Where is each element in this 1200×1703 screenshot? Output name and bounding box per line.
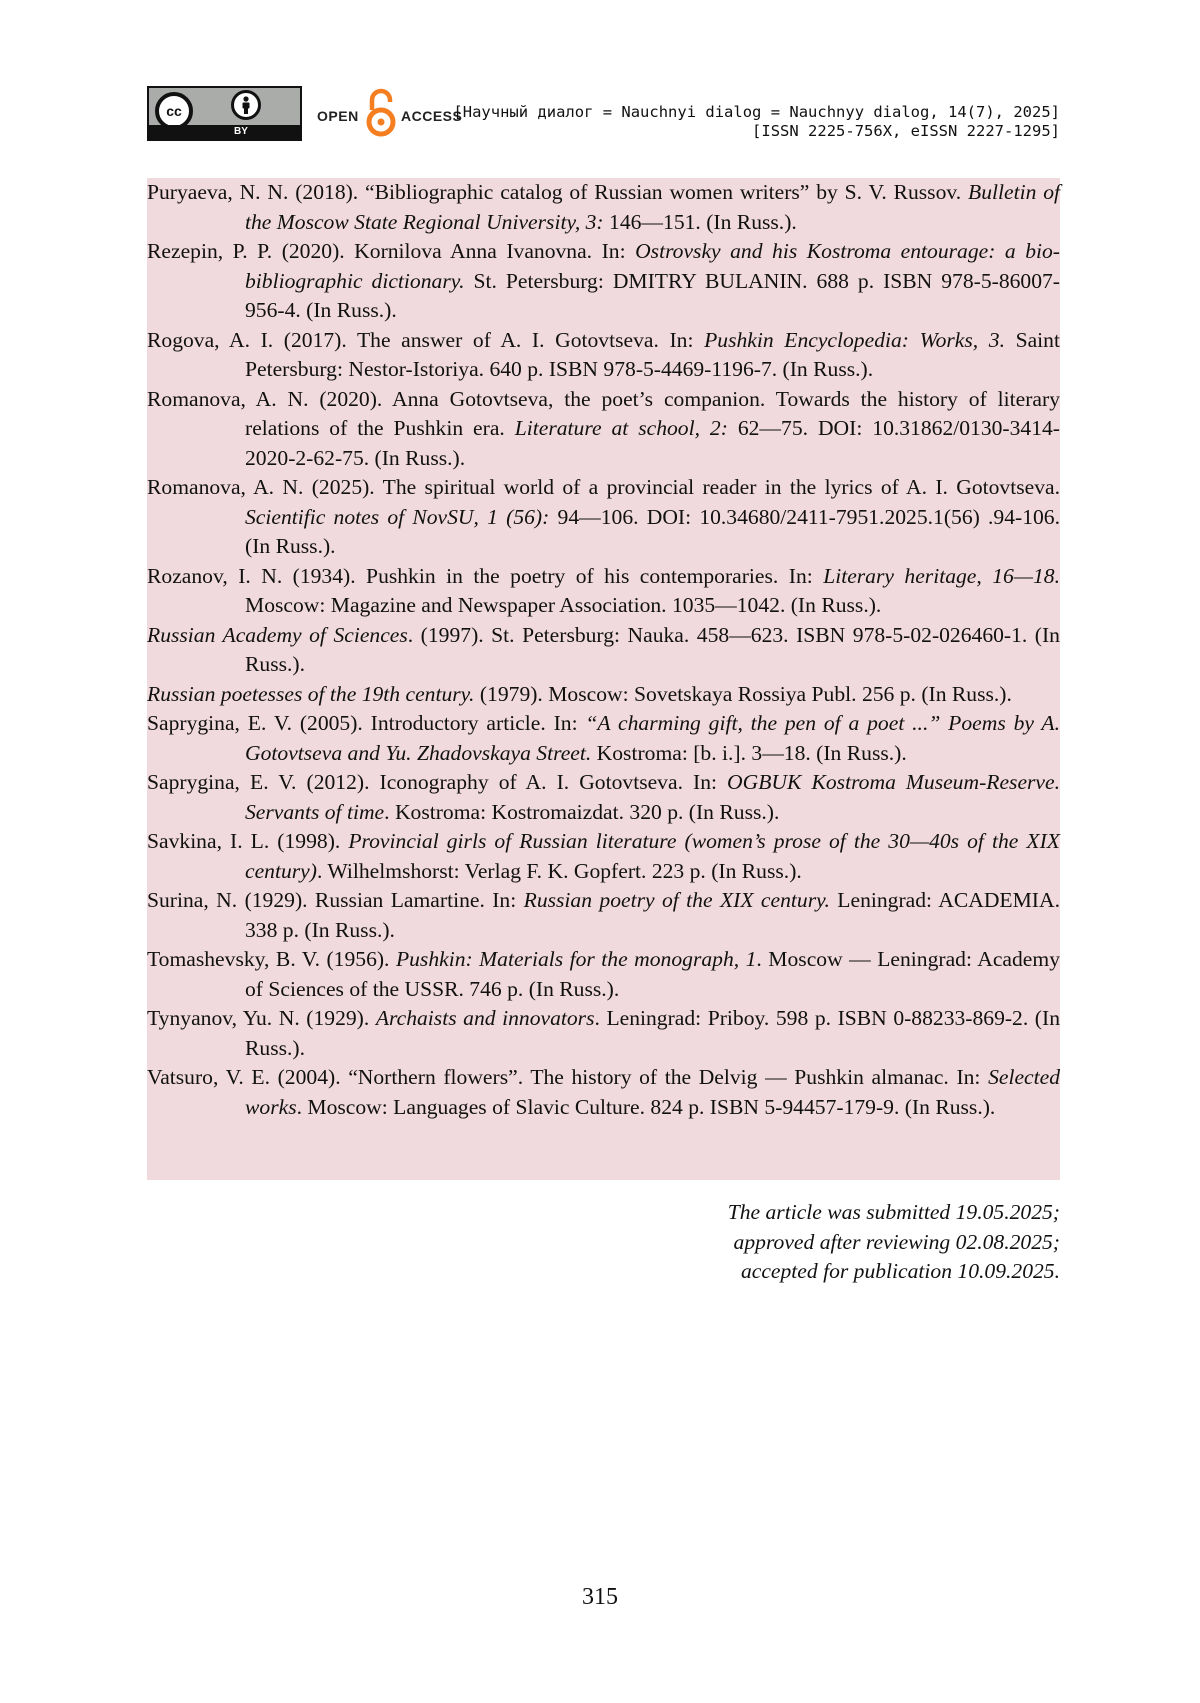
reference-text: Romanova, A. N. (2020). Anna Gotovtseva, the poet’s companion. Towards the history of literary relations of the Pushkin era.: [147, 386, 1060, 440]
reference-entry: [147, 827, 1060, 886]
page-header: [147, 86, 1060, 142]
reference-title: Pushkin Encyclopedia: Works, 3.: [704, 327, 1005, 352]
reference-title: Russian poetesses of the 19th century.: [147, 681, 475, 706]
reference-entry: [147, 1063, 1060, 1122]
reference-title: Archaists and innovators: [375, 1006, 595, 1030]
reference-details: 146—151. (In Russ.).: [603, 209, 797, 234]
reference-text: Rogova, A. I. (2017). The answer of A. I. Gotovtseva. In:: [147, 327, 705, 352]
reference-title: Pushkin: Materials for the monograph, 1: [395, 947, 757, 971]
cc-by-label: BY: [234, 126, 248, 137]
reference-text: Saprygina, E. V. (2005). Introductory article. In:: [147, 711, 586, 735]
reference-title: Ostrovsky and his Kostroma entourage: a bio-bibliographic dictionary.: [245, 239, 1060, 293]
reference-title: Provincial girls of Russian literature (women’s prose of the 30—40s of the XIX century): [245, 829, 1060, 883]
open-access-logo[interactable]: [317, 88, 462, 140]
reference-entry: [147, 562, 1060, 621]
reference-entry: [147, 385, 1060, 474]
reference-details: Leningrad: ACADEMIA. 338 p. (In Russ.).: [245, 888, 1060, 942]
approved-date: approved after reviewing 02.08.2025;: [733, 1229, 1060, 1254]
reference-entry: [147, 237, 1060, 326]
reference-text: Rozanov, I. N. (1934). Pushkin in the poetry of his contemporaries. In:: [147, 563, 824, 588]
reference-text: Puryaeva, N. N. (2018). “Bibliographic catalog of Russian women writers” by S. V. Russov.: [147, 180, 968, 204]
journal-issn: [ISSN 2225-756X, eISSN 2227-1295]: [752, 122, 1060, 140]
reference-details: Saint Petersburg: Nestor-Istoriya. 640 p. ISBN 978-5-4469-1196-7. (In Russ.).: [245, 327, 1060, 381]
cc-icon: cc: [155, 92, 193, 130]
reference-entry: [147, 680, 1060, 710]
journal-citation: [Научный диалог = Nauchnyi dialog = Nauchnyy dialog, 14(7), 2025]: [453, 103, 1060, 121]
reference-title: Russian Academy of Sciences: [147, 622, 408, 647]
reference-entry: [147, 945, 1060, 1004]
reference-details: . Kostroma: Kostromaizdat. 320 p. (In Russ.).: [384, 799, 780, 824]
reference-details: . Moscow — Leningrad: Academy of Sciences of the USSR. 746 p. (In Russ.).: [245, 947, 1060, 1001]
reference-entry: [147, 886, 1060, 945]
reference-title: Selected works: [245, 1065, 1060, 1119]
reference-text: Rezepin, P. P. (2020). Kornilova Anna Ivanovna. In:: [147, 239, 636, 263]
open-access-open-text: OPEN: [317, 108, 359, 124]
reference-details: 62—75. DOI: 10.31862/0130-3414-2020-2-62-75. (In Russ.).: [245, 416, 1060, 470]
reference-entry: [147, 709, 1060, 768]
cc-by-license-badge[interactable]: [147, 86, 302, 141]
reference-entry: [147, 768, 1060, 827]
reference-entry: [147, 621, 1060, 680]
open-access-access-text: ACCESS: [401, 108, 463, 124]
article-dates: [728, 1198, 1060, 1287]
reference-entry: [147, 1004, 1060, 1063]
reference-text: Savkina, I. L. (1998).: [147, 829, 349, 853]
reference-title: Literature at school, 2:: [514, 416, 728, 440]
reference-details: (1979). Moscow: Sovetskaya Rossiya Publ. 256 p. (In Russ.).: [474, 681, 1012, 706]
accepted-date: accepted for publication 10.09.2025.: [740, 1259, 1060, 1283]
reference-title: OGBUK Kostroma Museum-Reserve. Servants of time: [245, 770, 1060, 824]
attribution-person-icon: [231, 90, 261, 120]
reference-entry: [147, 326, 1060, 385]
reference-details: . Wilhelmshorst: Verlag F. K. Gopfert. 223 p. (In Russ.).: [316, 858, 802, 883]
reference-details: . Moscow: Languages of Slavic Culture. 824 p. ISBN 5-94457-179-9. (In Russ.).: [296, 1094, 996, 1119]
reference-title: Bulletin of the Moscow State Regional University, 3:: [245, 180, 1060, 234]
reference-details: . (1997). St. Petersburg: Nauka. 458—623. ISBN 978-5-02-026460-1. (In Russ.).: [245, 622, 1060, 676]
reference-text: Romanova, A. N. (2025). The spiritual world of a provincial reader in the lyrics of A. I. Gotovtseva.: [147, 475, 1060, 499]
reference-details: St. Petersburg: DMITRY BULANIN. 688 p. ISBN 978-5-86007-956-4. (In Russ.).: [245, 268, 1060, 322]
reference-text: Saprygina, E. V. (2012). Iconography of A. I. Gotovtseva. In:: [147, 770, 728, 794]
reference-text: Surina, N. (1929). Russian Lamartine. In:: [147, 888, 524, 912]
reference-details: Moscow: Magazine and Newspaper Association. 1035—1042. (In Russ.).: [245, 593, 882, 617]
reference-text: Vatsuro, V. E. (2004). “Northern flowers”. The history of the Delvig — Pushkin almanac. In:: [147, 1065, 989, 1089]
reference-title: “A charming gift, the pen of a poet ...” Poems by A. Gotovtseva and Yu. Zhadovskaya Street.: [245, 711, 1060, 765]
page-number: 315: [582, 1584, 618, 1610]
reference-title: Scientific notes of NovSU, 1 (56):: [245, 504, 550, 529]
reference-title: Literary heritage, 16—18.: [823, 563, 1060, 588]
reference-details: 94—106. DOI: 10.34680/2411-7951.2025.1(56) .94-106. (In Russ.).: [245, 504, 1060, 558]
submitted-date: The article was submitted 19.05.2025;: [727, 1200, 1060, 1224]
reference-title: Russian poetry of the XIX century.: [523, 888, 830, 912]
reference-entry: [147, 178, 1060, 237]
reference-list: [147, 178, 1060, 1180]
reference-text: Tomashevsky, B. V. (1956).: [147, 947, 396, 971]
reference-entry: [147, 473, 1060, 562]
reference-details: Kostroma: [b. i.]. 3—18. (In Russ.).: [591, 740, 907, 765]
reference-details: . Leningrad: Priboy. 598 p. ISBN 0-88233-869-2. (In Russ.).: [245, 1006, 1060, 1060]
reference-text: Tynyanov, Yu. N. (1929).: [147, 1006, 376, 1030]
journal-info: [453, 103, 1060, 141]
open-lock-icon: [364, 88, 398, 138]
